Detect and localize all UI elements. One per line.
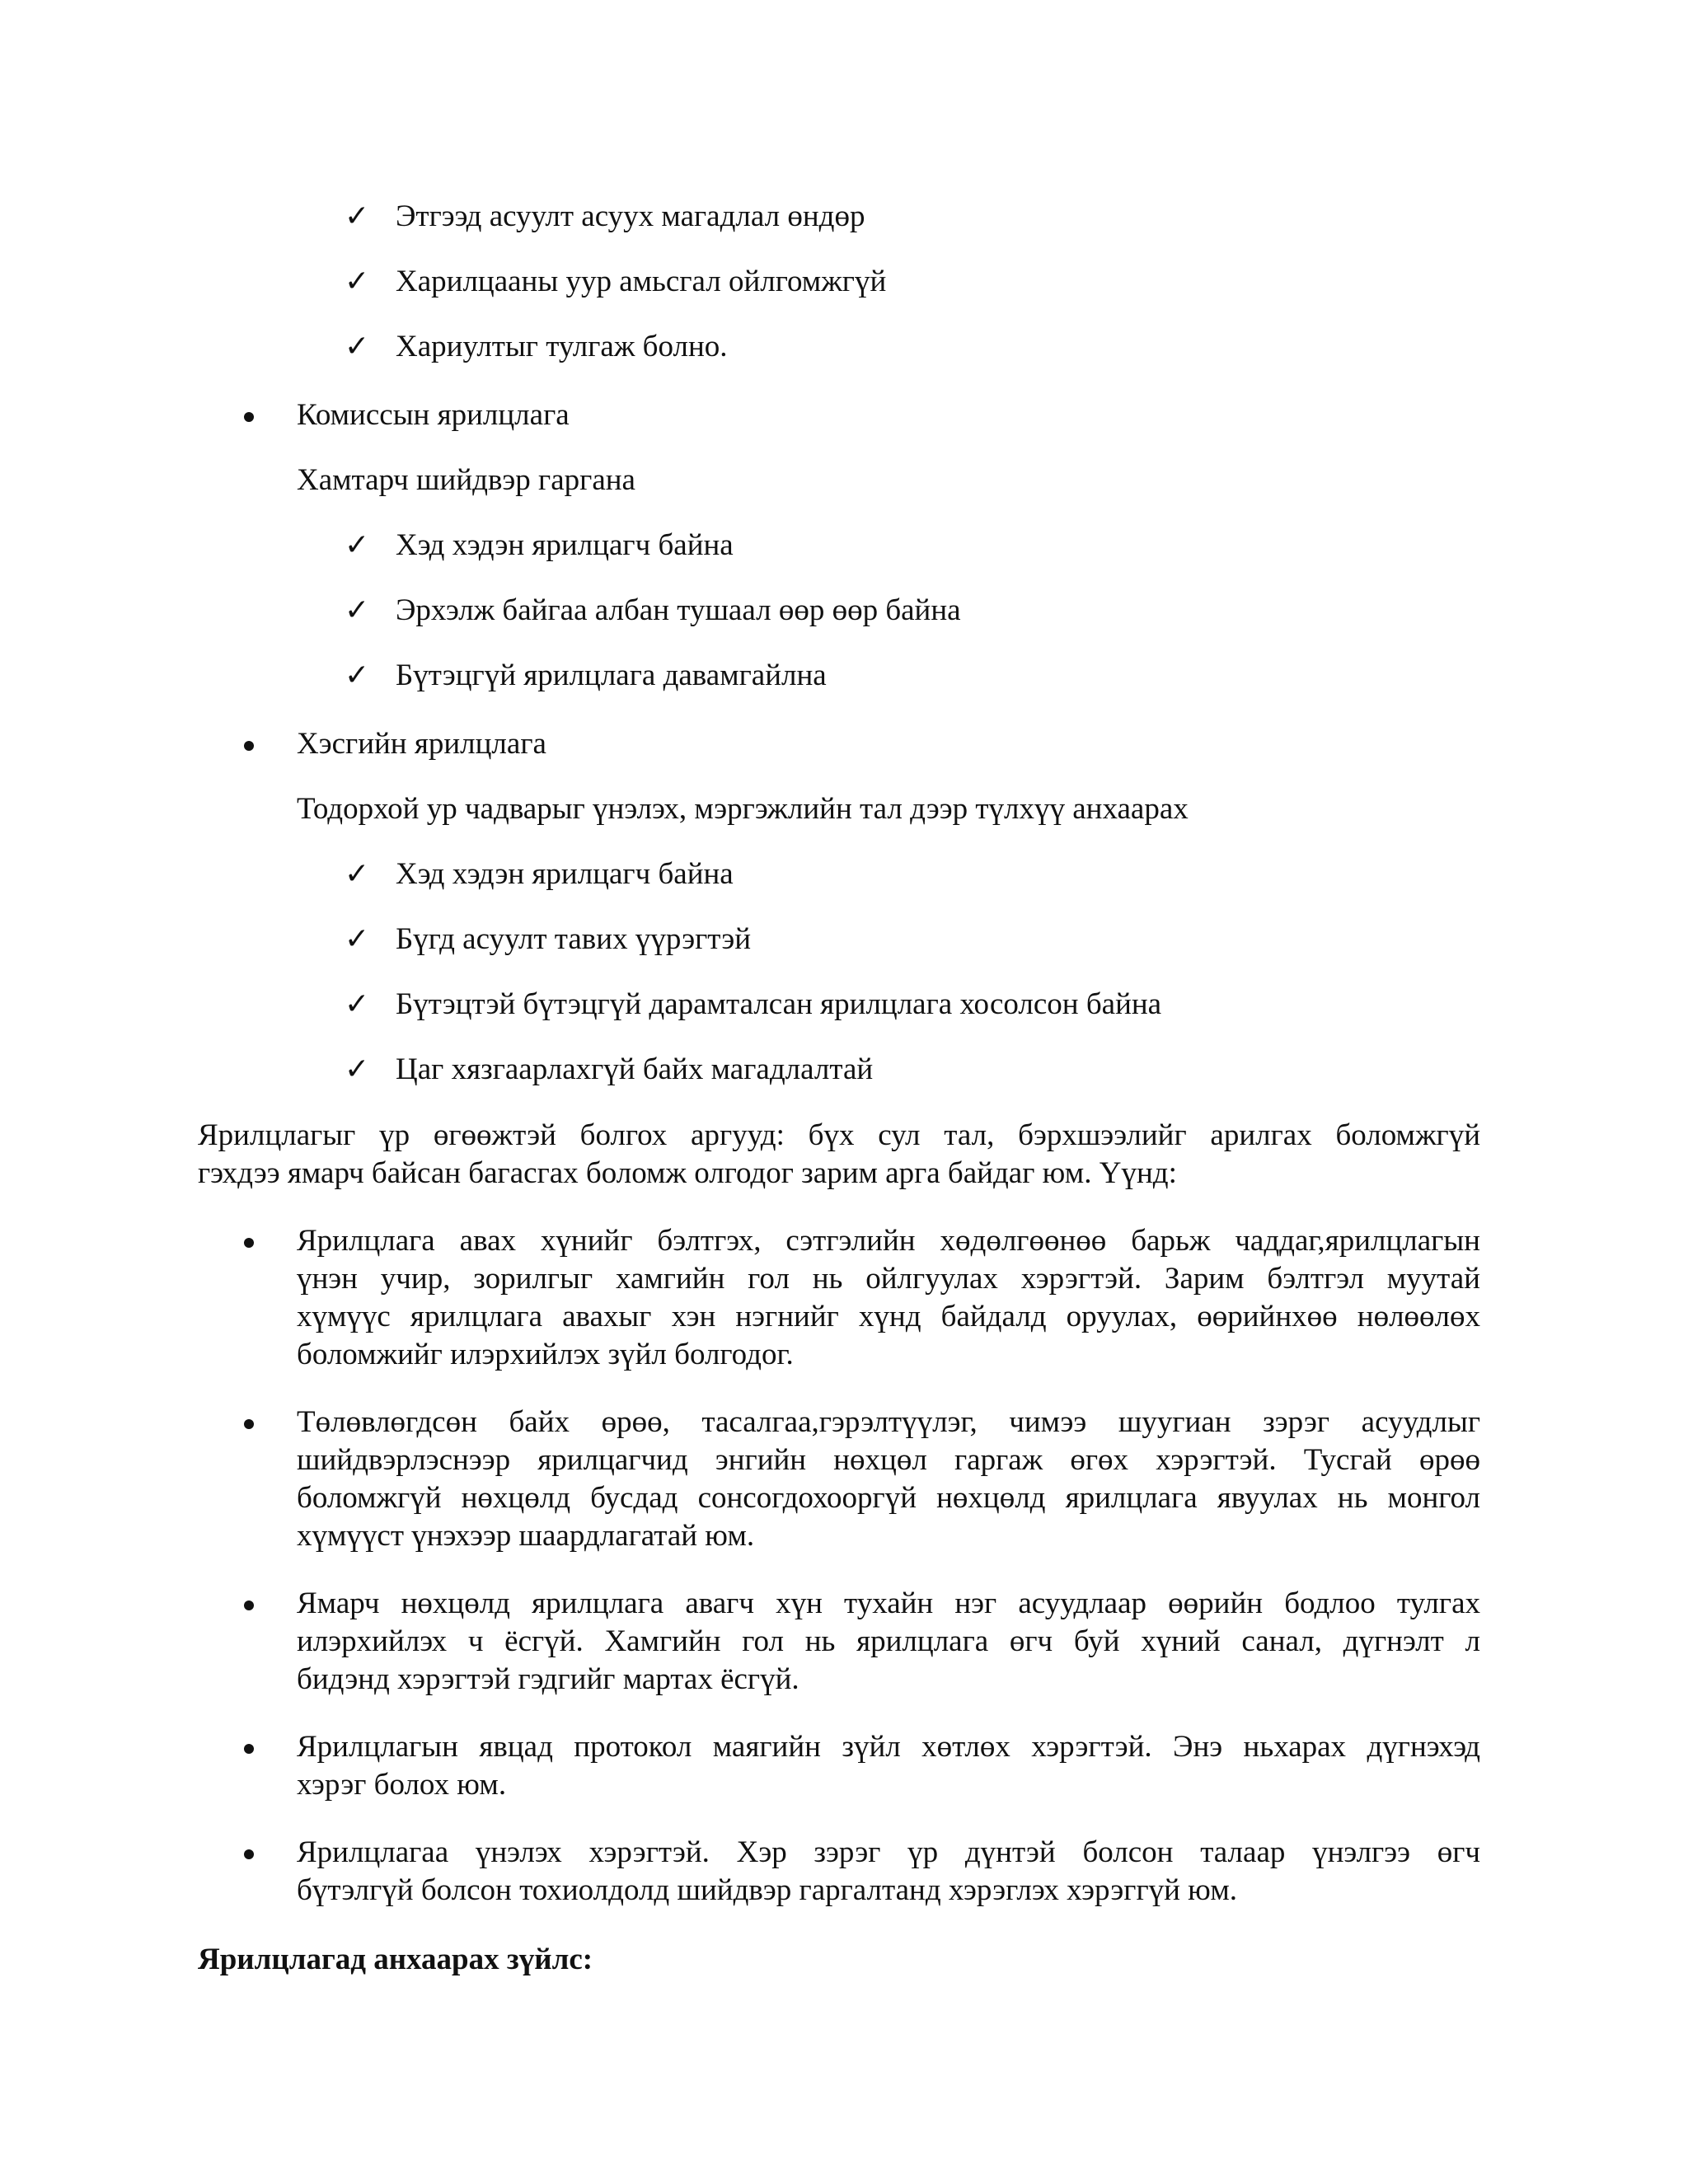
paragraph-line: Ярилцлагыг үр өгөөжтэй болгох аргууд: бүх сул тал, бэрхшээлийг арилгах боломжгүй [198,1118,1480,1152]
check-item-text: Хариултыг тулгаж болно. [396,330,728,363]
check-item-text: Хэд хэдэн ярилцагч байна [396,528,734,562]
bullet-note: Тодорхой ур чадварыг үнэлэх, мэргэжлийн тал дээр түлхүү анхаарах [297,792,1189,826]
bullet-icon [244,412,254,422]
check-item-text: Бүтэцгүй ярилцлага давамгайлна [396,658,827,692]
paragraph-line: хэрэг болох юм. [297,1768,507,1802]
checkmark-icon: ✓ [345,658,370,692]
checkmark-icon: ✓ [345,922,370,956]
paragraph-line: Ямарч нөхцөлд ярилцлага авагч хүн тухайн нэг асуудлаар өөрийн бодлоо тулгах [297,1586,1480,1620]
paragraph-line: Ярилцлагын явцад протокол маягийн зүйл хөтлөх хэрэгтэй. Энэ ньхарах дүгнэхэд [297,1730,1480,1764]
bullet-item-text: Хэсгийн ярилцлага [297,727,546,761]
paragraph-line: шийдвэрлэснээр ярилцагчид энгийн нөхцөл гаргаж өгөх хэрэгтэй. Тусгай өрөө [297,1443,1480,1477]
checkmark-icon: ✓ [345,987,370,1021]
paragraph-line: Ярилцлага авах хүнийг бэлтгэх, сэтгэлийн хөдөлгөөнөө барьж чаддаг,ярилцлагын [297,1224,1480,1258]
check-item-text: Бүгд асуулт тавих үүрэгтэй [396,922,752,956]
checkmark-icon: ✓ [345,528,370,562]
bullet-icon [244,1419,254,1429]
paragraph-line: боломжийг илэрхийлэх зүйл болгодог. [297,1338,794,1371]
bullet-icon [244,1238,254,1248]
bullet-item-text: Комиссын ярилцлага [297,398,570,432]
paragraph-line: хүмүүст үнэхээр шаардлагатай юм. [297,1519,755,1553]
bullet-icon [244,1601,254,1610]
paragraph-line: бүтэлгүй болсон тохиолдолд шийдвэр гаргалтанд хэрэглэх хэрэггүй юм. [297,1873,1237,1907]
checkmark-icon: ✓ [345,265,370,298]
paragraph-line: бидэнд хэрэгтэй гэдгийг мартах ёсгүй. [297,1662,799,1696]
bullet-note: Хамтарч шийдвэр гаргана [297,463,635,497]
paragraph-line: Төлөвлөгдсөн байх өрөө, тасалгаа,гэрэлтүүлэг, чимээ шуугиан зэрэг асуудлыг [297,1405,1480,1439]
section-heading: Ярилцлагад анхаарах зүйлс: [198,1943,593,1976]
check-item-text: Этгээд асуулт асуух магадлал өндөр [396,199,865,233]
bullet-icon [244,1744,254,1754]
check-item-text: Эрхэлж байгаа албан тушаал өөр өөр байна [396,593,961,627]
checkmark-icon: ✓ [345,1052,370,1086]
paragraph-line: боломжгүй нөхцөлд бусдад сонсогдохооргүй нөхцөлд ярилцлага явуулах нь монгол [297,1481,1480,1515]
paragraph-line: үнэн учир, зорилгыг хамгийн гол нь ойлгуулах хэрэгтэй. Зарим бэлтгэл муутай [297,1262,1480,1296]
bullet-icon [244,741,254,751]
paragraph-line: хүмүүс ярилцлага авахыг хэн нэгнийг хүнд байдалд оруулах, өөрийнхөө нөлөөлөх [297,1300,1480,1333]
checkmark-icon: ✓ [345,593,370,627]
intro-paragraph [198,1117,1480,1193]
check-item-text: Бүтэцтэй бүтэцгүй дарамталсан ярилцлага хосолсон байна [396,987,1162,1021]
checkmark-icon: ✓ [345,857,370,891]
check-item-text: Харилцааны уур амьсгал ойлгомжгүй [396,265,887,298]
check-item-text: Хэд хэдэн ярилцагч байна [396,857,734,891]
paragraph-line: илэрхийлэх ч ёсгүй. Хамгийн гол нь ярилцлага өгч буй хүний санал, дүгнэлт л [297,1624,1480,1658]
paragraph-line: гэхдээ ямарч байсан багасгах боломж олгодог зарим арга байдаг юм. Үүнд: [198,1156,1177,1190]
check-item-text: Цаг хязгаарлахгүй байх магадлалтай [396,1052,874,1086]
checkmark-icon: ✓ [345,330,370,363]
paragraph-line: Ярилцлагаа үнэлэх хэрэгтэй. Хэр зэрэг үр дүнтэй болсон талаар үнэлгээ өгч [297,1835,1480,1869]
bullet-icon [244,1849,254,1859]
checkmark-icon: ✓ [345,199,370,233]
